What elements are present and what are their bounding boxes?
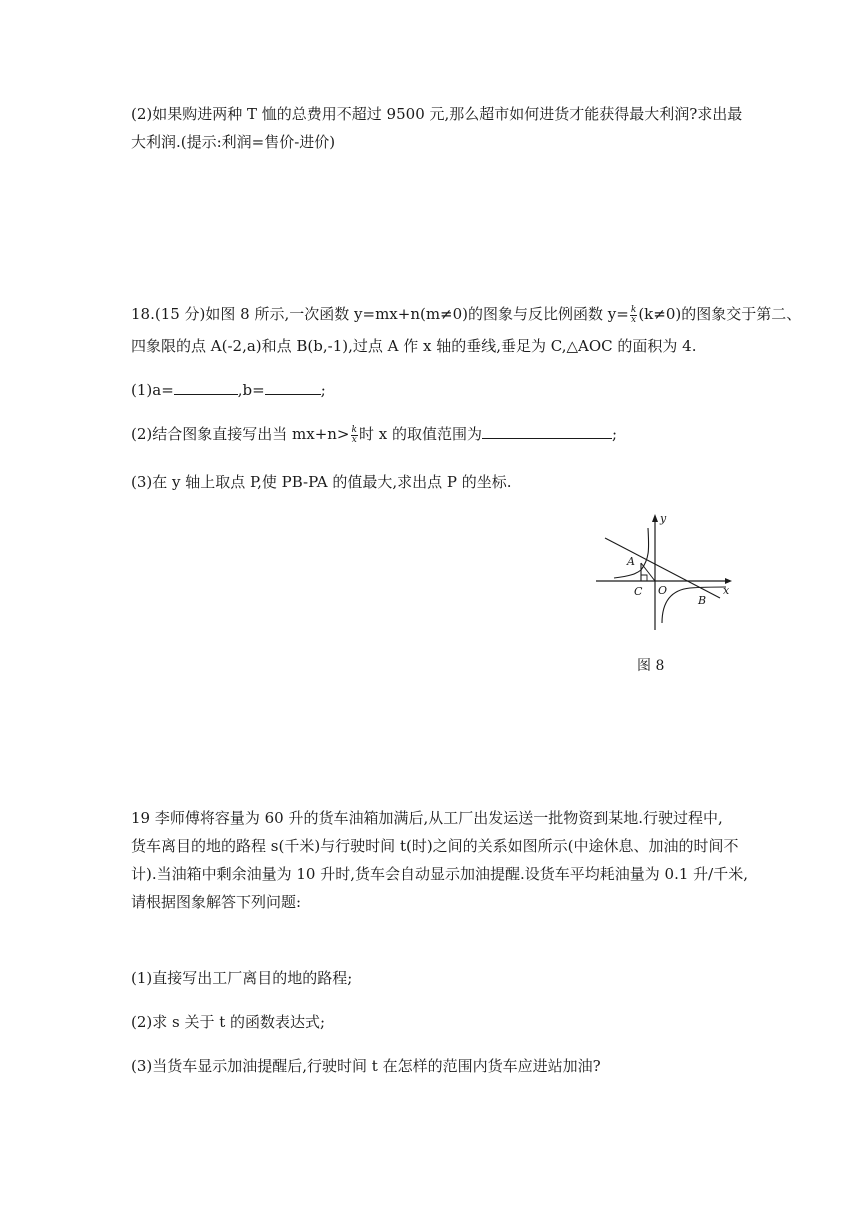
y-axis-arrow-icon (652, 514, 658, 522)
hyperbola-branch-left (614, 528, 649, 578)
right-angle-marker (641, 575, 647, 581)
answer-blank-range[interactable] (482, 424, 612, 439)
fraction-numerator: k (351, 424, 357, 435)
label-x: x (723, 584, 730, 597)
figure-8-graph (592, 508, 737, 633)
q19-stem-line2: 货车离目的地的路程 s(千米)与行驶时间 t(时)之间的关系如图所示(中途休息、加油的时间不 (131, 837, 739, 855)
q17-part2-line2: 大利润.(提示:利润=售价-进价) (131, 133, 336, 151)
figure-caption: 图 8 (637, 658, 665, 674)
q18-stem-text-b: (k≠0)的图象交于第二、 (638, 305, 802, 323)
fraction-numerator: k (630, 304, 637, 315)
fraction-denominator: x (351, 434, 357, 445)
q18-part2-text-a: (2)结合图象直接写出当 mx+n> (131, 425, 350, 443)
answer-blank-b[interactable] (265, 380, 321, 395)
fraction-k-over-x-2 (351, 426, 358, 445)
q19-part3: (3)当货车显示加油提醒后,行驶时间 t 在怎样的范围内货车应进站加油? (131, 1057, 601, 1075)
q18-part1-b-label: ,b= (237, 381, 265, 399)
fraction-k-over-x (630, 306, 637, 325)
q17-part2-line1: (2)如果购进两种 T 恤的总费用不超过 9500 元,那么超市如何进货才能获得最大利润?求出最 (131, 105, 743, 123)
q18-part2 (131, 424, 617, 445)
q19-part2: (2)求 s 关于 t 的函数表达式; (131, 1013, 326, 1031)
label-point-b: B (698, 594, 707, 607)
q18-part1 (131, 380, 326, 400)
fraction-denominator: x (631, 314, 637, 325)
q19-stem-line4: 请根据图象解答下列问题: (131, 893, 302, 911)
q18-stem-text-a: 18.(15 分)如图 8 所示,一次函数 y=mx+n(m≠0)的图象与反比例函数 y= (131, 305, 629, 323)
label-point-a: A (627, 555, 635, 568)
label-point-c: C (634, 585, 643, 598)
label-origin-o: O (658, 584, 668, 597)
answer-blank-a[interactable] (174, 380, 238, 395)
q18-part2-text-b: 时 x 的取值范围为 (358, 425, 482, 443)
q18-part3: (3)在 y 轴上取点 P,使 PB-PA 的值最大,求出点 P 的坐标. (131, 473, 512, 491)
q19-stem-line3: 计).当油箱中剩余油量为 10 升时,货车会自动显示加油提醒.设货车平均耗油量为 0.1 升/千米, (131, 865, 748, 883)
segment-ao (641, 563, 655, 581)
q18-part1-a-label: (1)a= (131, 381, 174, 399)
label-y: y (660, 512, 667, 525)
q18-part1-end: ; (320, 381, 326, 399)
q18-stem-line1 (131, 304, 801, 325)
q18-stem-line2: 四象限的点 A(-2,a)和点 B(b,-1),过点 A 作 x 轴的垂线,垂足为 C,△AOC 的面积为 4. (131, 337, 697, 355)
q19-part1: (1)直接写出工厂离目的地的路程; (131, 969, 353, 987)
hyperbola-branch-right (662, 587, 726, 623)
q18-part2-end: ; (611, 425, 618, 443)
q19-stem-line1: 19 李师傅将容量为 60 升的货车油箱加满后,从工厂出发运送一批物资到某地.行驶过程中, (131, 809, 723, 827)
